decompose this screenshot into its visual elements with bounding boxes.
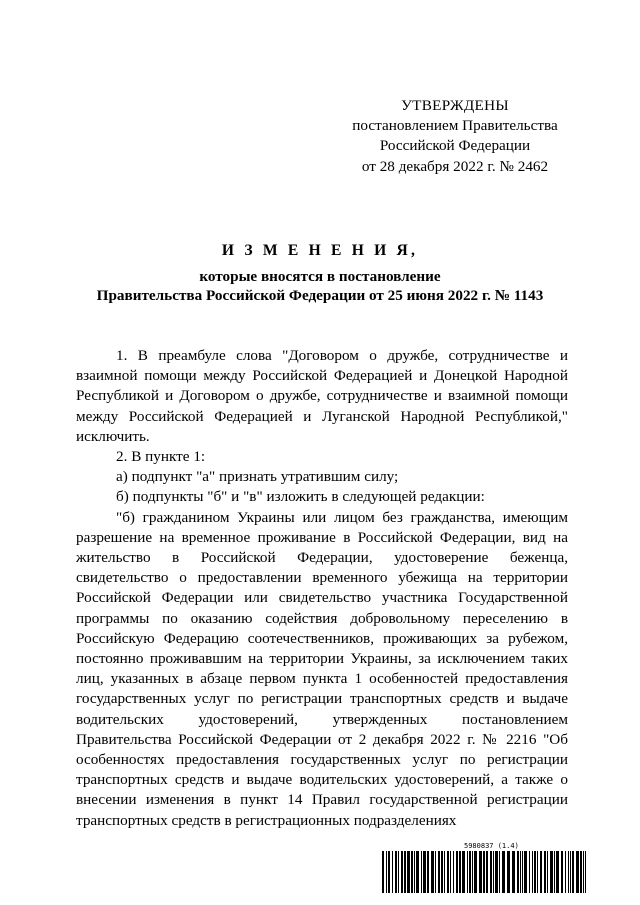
paragraph: а) подпункт "а" признать утратившим силу; — [116, 468, 399, 486]
approval-stamp — [330, 96, 580, 177]
paragraph: б) подпункты "б" и "в" изложить в следующей редакции: — [116, 488, 485, 506]
paragraph: 2. В пункте 1: — [116, 448, 206, 466]
document-subtitle — [60, 267, 580, 305]
barcode-image — [380, 851, 590, 895]
document-body — [76, 346, 568, 831]
approval-line: Российской Федерации — [379, 137, 531, 155]
subtitle-line: Правительства Российской Федерации от 25 июня 2022 г. № 1143 — [96, 287, 544, 304]
document-title: И З М Е Н Е Н И Я, — [221, 242, 419, 259]
paragraph: "б) гражданином Украины или лицом без гражданства, имеющим разрешение на временное проживание в Российской Федерации, вид на жительство в Российской Федерации, удостоверение беженца, свидетельство о предоставлении временного убежища на территории Российской Федерации или свидетельство участника Государственной программы по оказанию содействия добровольному переселению в Российскую Федерацию соотечественников, проживающих за рубежом, постоянно проживавшим на территории Украины, за исключением таких лиц, указанных в абзаце первом пункта 1 особенностей предоставления государственных услуг по регистрации транспортных средств и выдаче водительских удостоверений, утвержденных постановлением Правительства Российской Федерации от 2 декабря 2022 г. № 2216 "Об особенностях предоставления государственных услуг по регистрации транспортных средств и выдаче водительских удостоверений, а также о внесении изменения в пункт 14 Правил государственной регистрации транспортных средств в регистрационных подразделениях — [76, 508, 568, 829]
paragraph: 1. В преамбуле слова "Договором о дружбе, сотрудничестве и взаимной помощи между Российской Федерацией и Донецкой Народной Республикой и Договором о дружбе, сотрудничестве и взаимной помощи между Российской Федерацией и Луганской Народной Республикой," исключить. — [76, 347, 568, 445]
barcode-code: 5980837 (1.4) — [464, 842, 519, 850]
barcode — [380, 842, 590, 896]
subtitle-line: которые вносятся в постановление — [199, 268, 441, 285]
approval-date: от 28 декабря 2022 г. № 2462 — [361, 157, 549, 175]
approval-heading: УТВЕРЖДЕНЫ — [401, 97, 509, 114]
approval-line: постановлением Правительства — [352, 117, 558, 135]
